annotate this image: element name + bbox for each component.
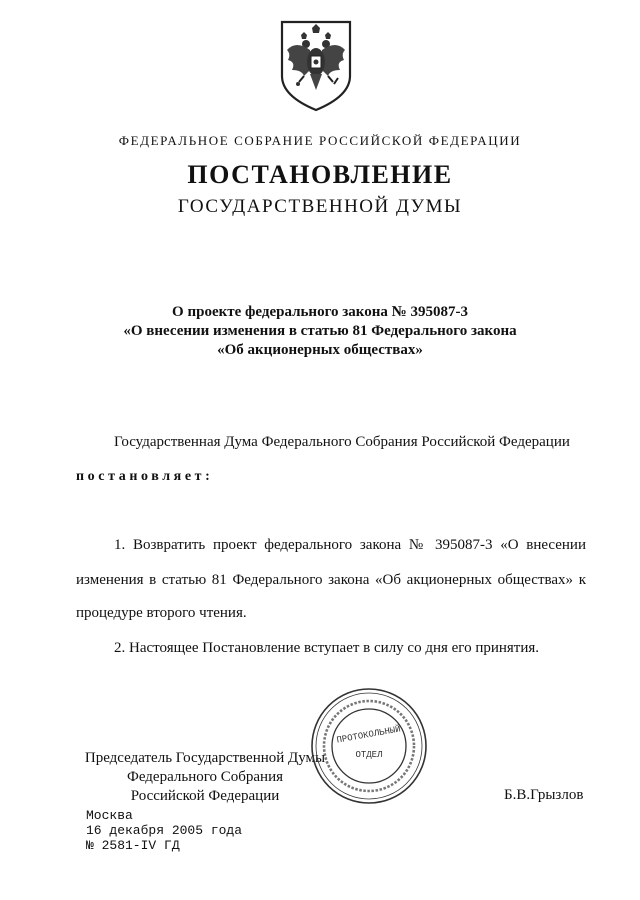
stamp-text: ПРОТОКОЛЬНЫЙ xyxy=(335,724,402,746)
date: 16 декабря 2005 года xyxy=(86,823,243,838)
signatory-name: Б.В.Грызлов xyxy=(504,787,584,803)
item-1-text: 1. Возвратить проект федерального закона № 395087-3 «О внесении xyxy=(114,537,586,553)
stamp-text: ОТДЕЛ xyxy=(355,750,383,760)
place: Москва xyxy=(86,808,133,823)
place-date-number xyxy=(86,808,242,853)
item-2-text: 2. Настоящее Постановление вступает в силу со дня его принятия. xyxy=(114,640,540,656)
subject-line: «О внесении изменения в статью 81 Федерального закона xyxy=(123,323,517,339)
item-1-text: процедуре второго чтения. xyxy=(76,605,247,621)
signatory-title-line: Председатель Государственной Думы xyxy=(84,750,326,766)
preamble-text: Государственная Дума Федерального Собрания Российской Федерации xyxy=(114,434,570,450)
assembly-heading: ФЕДЕРАЛЬНОЕ СОБРАНИЕ РОССИЙСКОЙ ФЕДЕРАЦИИ xyxy=(118,133,522,148)
document-type-title: ПОСТАНОВЛЕНИЕ xyxy=(187,160,453,189)
decrees-word: постановляет: xyxy=(76,469,214,484)
item-1-text: изменения в статью 81 Федерального закона «Об акционерных обществах» к xyxy=(76,572,586,588)
coat-of-arms-emblem xyxy=(276,18,356,114)
document-number: № 2581-IV ГД xyxy=(86,838,180,853)
signatory-title-line: Российской Федерации xyxy=(130,788,280,804)
subject-line: О проекте федерального закона № 395087-3 xyxy=(172,304,468,320)
issuer-heading: ГОСУДАРСТВЕННОЙ ДУМЫ xyxy=(177,196,463,217)
resolution-subject xyxy=(0,303,640,360)
protocol-department-stamp xyxy=(308,685,430,807)
subject-line: «Об акционерных обществах» xyxy=(217,342,423,358)
signatory-title xyxy=(80,749,330,806)
signatory-title-line: Федерального Собрания xyxy=(126,769,284,785)
